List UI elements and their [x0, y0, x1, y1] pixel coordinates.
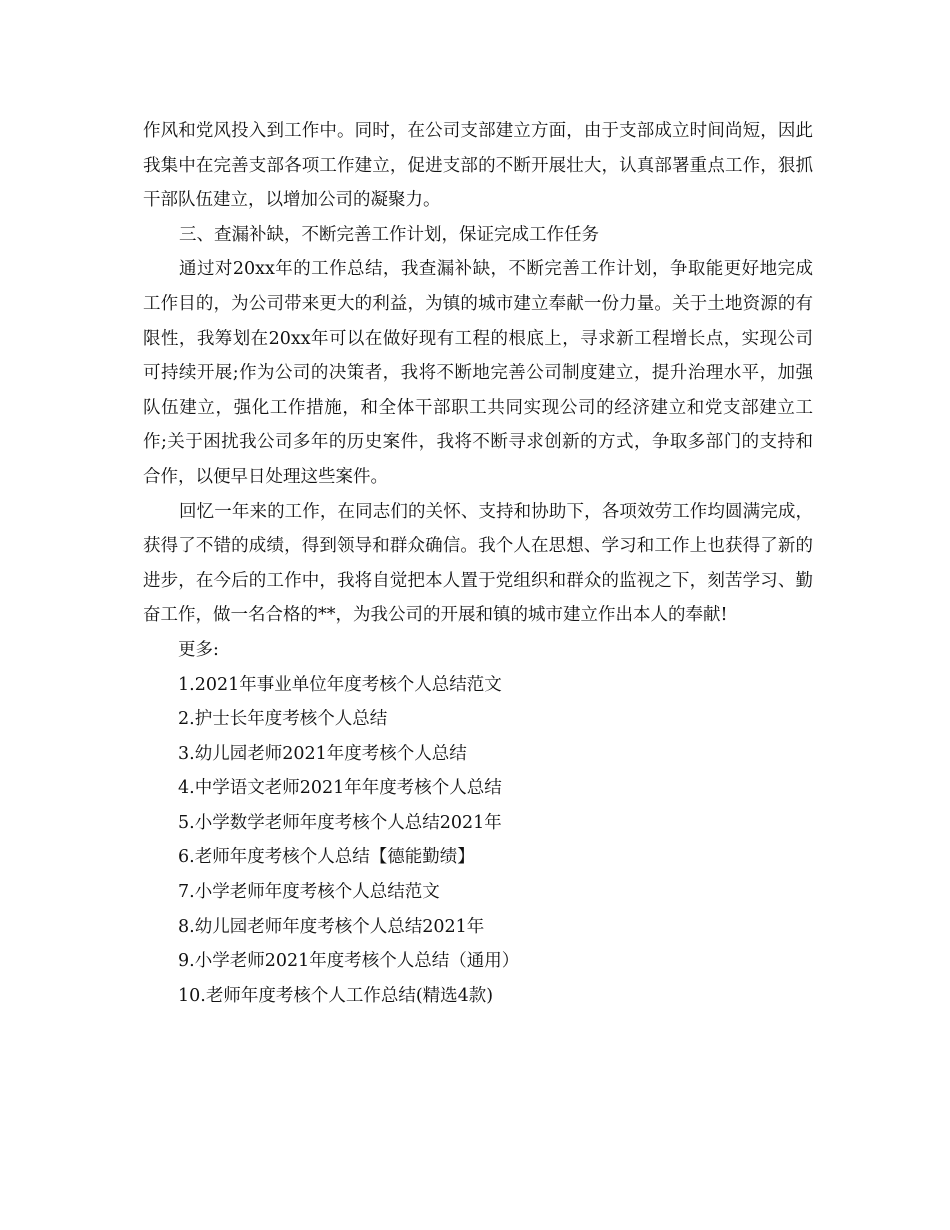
- paragraph-plan: 通过对20xx年的工作总结，我查漏补缺，不断完善工作计划，争取能更好地完成工作目的，为公司带来更大的利益，为镇的城市建立奉献一份力量。关于土地资源的有限性，我筹划在20xx年可以在做好现有工程的根底上，寻求新工程增长点，实现公司可持续开展;作为公司的决策者，我将不断地完善公司制度建立，提升治理水平，加强队伍建立，强化工作措施，和全体干部职工共同实现公司的经济建立和党支部建立工作;关于困扰我公司多年的历史案件，我将不断寻求创新的方式，争取多部门的支持和合作，以便早日处理这些案件。: [143, 259, 813, 487]
- more-link-item[interactable]: 9.小学老师2021年度考核个人总结（通用）: [178, 951, 520, 972]
- section-heading-three: 三、查漏补缺，不断完善工作计划，保证完成工作任务: [179, 224, 599, 245]
- document-body: [143, 114, 813, 1013]
- more-links-list: [143, 668, 813, 1014]
- paragraph-continuation: 作风和党风投入到工作中。同时，在公司支部建立方面，由于支部成立时间尚短，因此我集中在完善支部各项工作建立，促进支部的不断开展壮大，认真部署重点工作，狠抓干部队伍建立，以增加公司的凝聚力。: [143, 121, 813, 211]
- more-link-item[interactable]: 5.小学数学老师年度考核个人总结2021年: [178, 812, 502, 833]
- more-label: 更多:: [178, 639, 219, 660]
- more-link-item[interactable]: 8.幼儿园老师年度考核个人总结2021年: [178, 916, 485, 937]
- more-link-item[interactable]: 4.中学语文老师2021年年度考核个人总结: [178, 778, 502, 799]
- more-link-item[interactable]: 1.2021年事业单位年度考核个人总结范文: [178, 674, 502, 695]
- more-link-item[interactable]: 3.幼儿园老师2021年度考核个人总结: [178, 743, 467, 764]
- more-link-item[interactable]: 10.老师年度考核个人工作总结(精选4款): [178, 985, 494, 1006]
- more-link-item[interactable]: 7.小学老师年度考核个人总结范文: [178, 882, 440, 903]
- more-link-item[interactable]: 6.老师年度考核个人总结【德能勤绩】: [178, 847, 475, 868]
- more-link-item[interactable]: 2.护士长年度考核个人总结: [178, 709, 388, 730]
- paragraph-review: 回忆一年来的工作，在同志们的关怀、支持和协助下，各项效劳工作均圆满完成，获得了不错的成绩，得到领导和群众确信。我个人在思想、学习和工作上也获得了新的进步，在今后的工作中，我将自觉把本人置于党组织和群众的监视之下，刻苦学习、勤奋工作，做一名合格的**，为我公司的开展和镇的城市建立作出本人的奉献!: [143, 501, 813, 626]
